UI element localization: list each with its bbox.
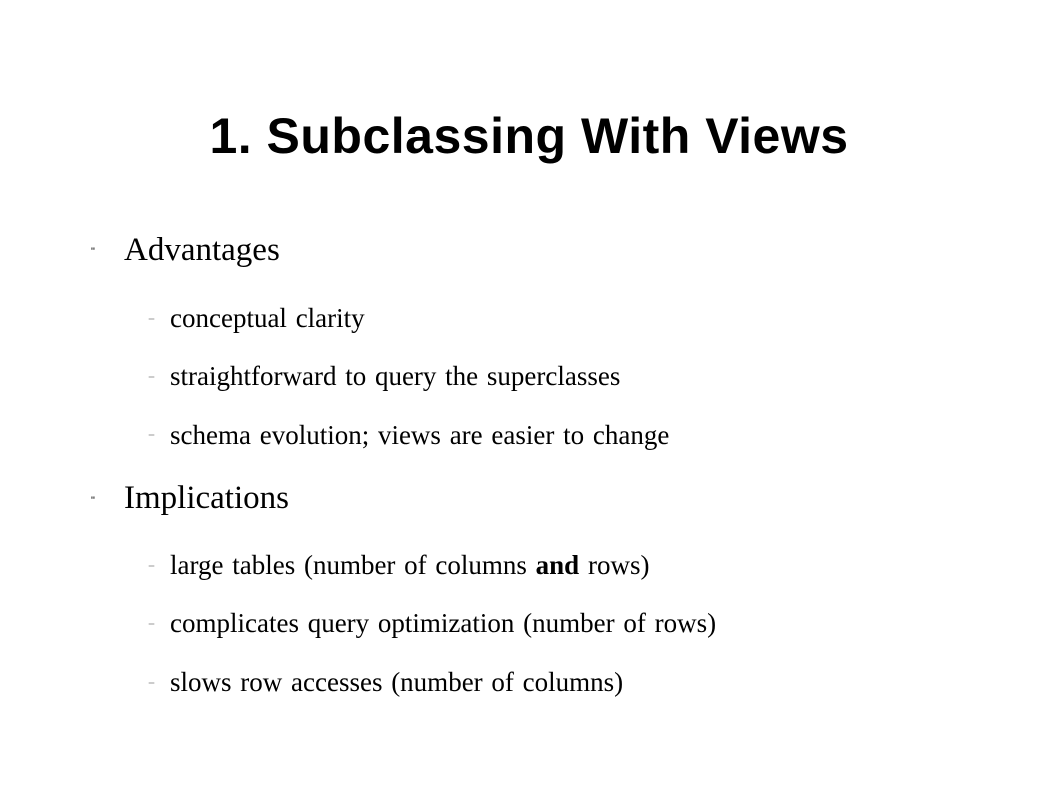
list-item xyxy=(170,548,649,582)
list-item: conceptual clarity xyxy=(170,303,365,333)
list-item-text: large tables (number of columns xyxy=(170,550,536,580)
list-item: complicates query optimization (number of rows) xyxy=(170,608,717,638)
section-heading-advantages: Advantages xyxy=(124,232,280,268)
list-item: straightforward to query the superclasses xyxy=(170,361,621,391)
section-heading-implications: Implications xyxy=(124,480,289,516)
emphasis-text: and xyxy=(535,550,580,580)
list-item: slows row accesses (number of columns) xyxy=(170,667,624,697)
level2-bullet: – xyxy=(148,558,155,574)
level2-bullet: – xyxy=(148,427,155,443)
slide-title: 1. Subclassing With Views xyxy=(209,108,849,164)
list-item-text: rows) xyxy=(579,550,650,580)
level1-bullet: " xyxy=(91,246,95,258)
level2-bullet: – xyxy=(148,369,155,385)
level1-bullet: " xyxy=(91,495,95,507)
level2-bullet: – xyxy=(148,311,155,327)
list-item: schema evolution; views are easier to change xyxy=(170,420,670,450)
level2-bullet: – xyxy=(148,675,155,691)
level2-bullet: – xyxy=(148,616,155,632)
